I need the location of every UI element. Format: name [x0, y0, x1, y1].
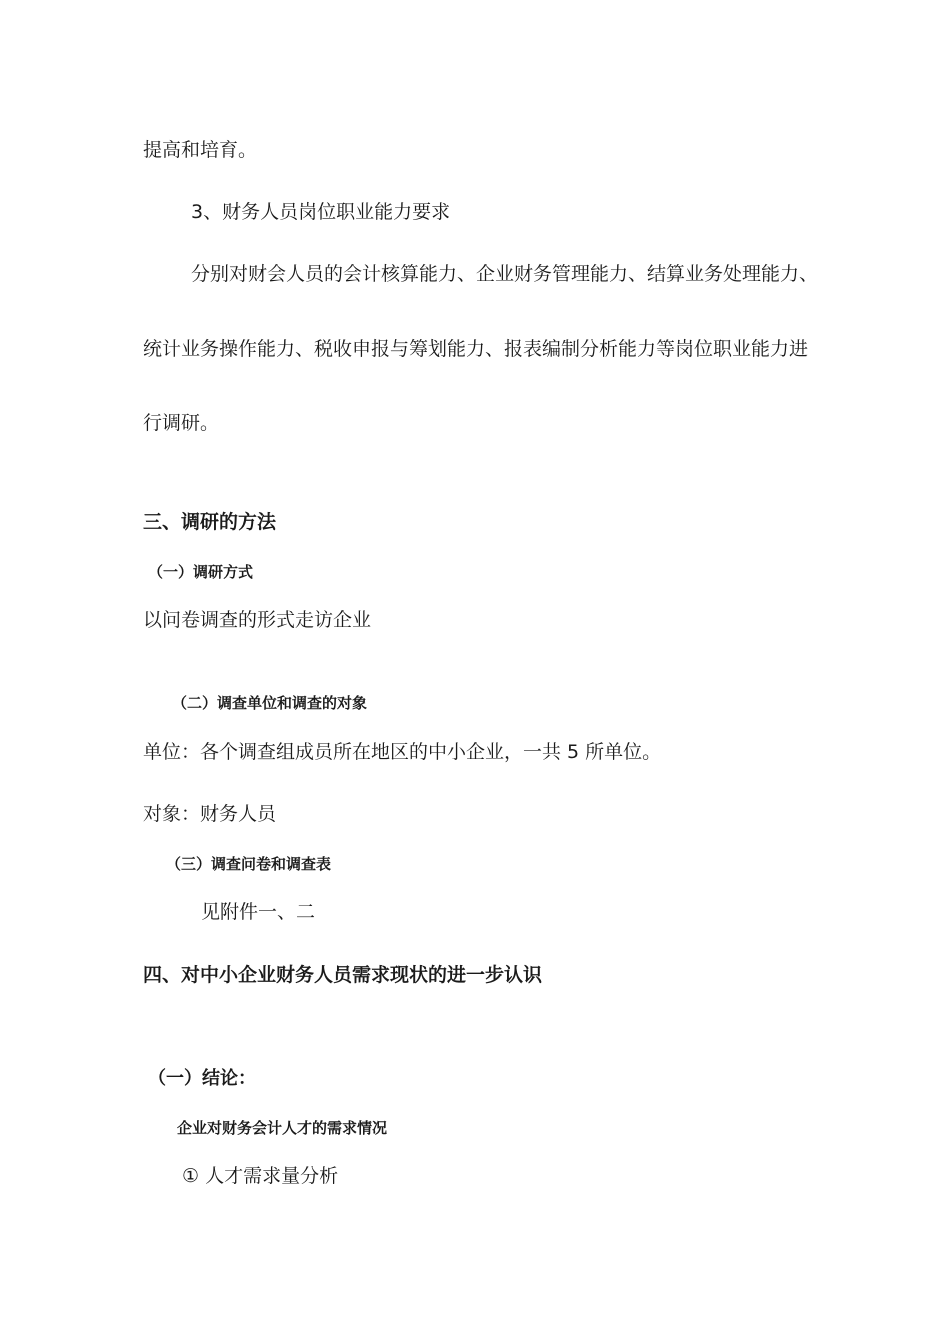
section-heading-methods: 三、调研的方法 — [143, 511, 277, 533]
paragraph-text: 分别对财会人员的会计核算能力、企业财务管理能力、结算业务处理能力、 — [191, 263, 819, 285]
subsection-heading: （一）结论： — [148, 1068, 256, 1089]
subsection-heading: 企业对财务会计人才的需求情况 — [177, 1119, 388, 1137]
section-item-heading: 3、财务人员岗位职业能力要求 — [191, 201, 451, 223]
section-heading-conclusions: 四、对中小企业财务人员需求现状的进一步认识 — [143, 964, 543, 986]
paragraph-text: 对象：财务人员 — [143, 803, 277, 825]
subsection-heading: （一）调研方式 — [148, 563, 254, 581]
paragraph-text: 以问卷调查的形式走访企业 — [143, 609, 372, 631]
list-item: ① 人才需求量分析 — [182, 1165, 339, 1187]
paragraph-text: 行调研。 — [143, 412, 220, 434]
paragraph-text: 单位：各个调查组成员所在地区的中小企业，一共 5 所单位。 — [143, 741, 662, 763]
paragraph-text: 统计业务操作能力、税收申报与筹划能力、报表编制分析能力等岗位职业能力进 — [143, 338, 809, 360]
paragraph-text: 提高和培育。 — [143, 139, 258, 161]
subsection-heading: （二）调查单位和调查的对象 — [172, 694, 368, 712]
subsection-heading: （三）调查问卷和调查表 — [166, 855, 332, 873]
paragraph-text: 见附件一、二 — [201, 901, 316, 923]
